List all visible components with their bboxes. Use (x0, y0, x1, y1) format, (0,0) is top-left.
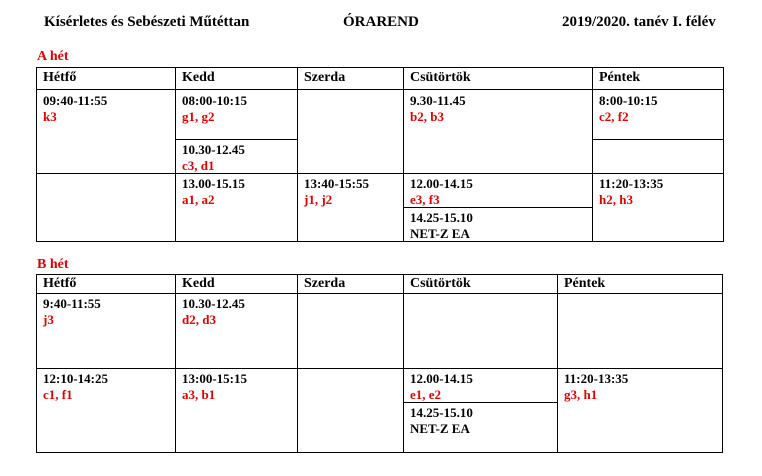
slot-time: 12.00-14.15 (410, 176, 473, 191)
slot-b-mon-2 (43, 371, 108, 403)
slot-b-thu-1 (410, 371, 473, 403)
slot-b-thu-2 (410, 405, 473, 437)
slot-groups: j3 (43, 312, 54, 327)
slot-a-wed-1 (304, 176, 369, 208)
grid-line (592, 139, 724, 140)
slot-groups: g1, g2 (182, 109, 215, 124)
slot-time: 11:20-13:35 (599, 176, 664, 191)
grid-line (36, 368, 723, 369)
slot-groups: j1, j2 (304, 192, 333, 207)
slot-time: 13:00-15:15 (182, 371, 247, 386)
day-header-monday: Hétfő (43, 276, 77, 291)
grid-line (723, 67, 724, 242)
slot-a-mon-1 (43, 93, 107, 125)
grid-line (175, 274, 176, 453)
slot-groups: a1, a2 (182, 192, 215, 207)
slot-time: 14.25-15.10 (410, 210, 473, 225)
day-header-tuesday: Kedd (182, 276, 215, 291)
slot-groups: d2, d3 (182, 312, 216, 327)
day-header-thursday: Csütörtök (410, 70, 471, 85)
slot-a-thu-2 (410, 176, 473, 208)
slot-groups: e3, f3 (410, 192, 440, 207)
slot-groups: b2, b3 (410, 109, 444, 124)
slot-time: 14.25-15.10 (410, 405, 473, 420)
grid-line (36, 241, 724, 242)
slot-a-tue-2 (182, 142, 245, 174)
slot-groups: c1, f1 (43, 387, 73, 402)
grid-line (722, 274, 723, 453)
grid-line (36, 452, 723, 453)
slot-time: 11:20-13:35 (564, 371, 629, 386)
grid-line (36, 293, 723, 294)
day-header-friday: Péntek (564, 276, 606, 291)
slot-a-thu-3 (410, 210, 473, 242)
grid-line (592, 67, 593, 242)
slot-b-tue-2 (182, 371, 247, 403)
page-title: ÓRAREND (343, 14, 419, 30)
slot-time: 09:40-11:55 (43, 93, 108, 108)
slot-time: 9:40-11:55 (43, 296, 101, 311)
day-header-tuesday: Kedd (182, 70, 215, 85)
day-header-friday: Péntek (599, 70, 641, 85)
grid-line (297, 274, 298, 453)
slot-groups: c2, f2 (599, 109, 629, 124)
grid-line (36, 67, 37, 242)
term-label: 2019/2020. tanév I. félév (562, 14, 716, 30)
slot-time: 12.00-14.15 (410, 371, 473, 386)
week-a-label: A hét (37, 49, 69, 64)
grid-line (403, 274, 404, 453)
slot-time: 12:10-14:25 (43, 371, 108, 386)
slot-a-thu-1 (410, 93, 466, 125)
grid-line (403, 67, 404, 242)
subject-title: Kísérletes és Sebészeti Műtéttan (44, 14, 250, 30)
grid-line (297, 67, 298, 242)
slot-time: 08:00-10:15 (182, 93, 247, 108)
grid-line (557, 274, 558, 453)
grid-line (175, 139, 297, 140)
grid-line (36, 173, 724, 174)
day-header-thursday: Csütörtök (410, 276, 471, 291)
slot-a-fri-2 (599, 176, 663, 208)
day-header-monday: Hétfő (43, 70, 77, 85)
slot-a-fri-1 (599, 93, 658, 125)
slot-groups: g3, h1 (564, 387, 598, 402)
slot-groups: e1, e2 (410, 387, 442, 402)
slot-groups: a3, b1 (182, 387, 216, 402)
slot-time: 10.30-12.45 (182, 296, 245, 311)
slot-time: 13:40-15:55 (304, 176, 369, 191)
slot-time: 10.30-12.45 (182, 142, 245, 157)
grid-line (175, 67, 176, 242)
slot-time: 8:00-10:15 (599, 93, 658, 108)
grid-line (36, 89, 724, 90)
grid-line (36, 274, 37, 453)
slot-b-tue-1 (182, 296, 245, 328)
slot-b-mon-1 (43, 296, 101, 328)
slot-groups: h2, h3 (599, 192, 633, 207)
slot-groups: c3, d1 (182, 158, 215, 173)
slot-time: 13.00-15.15 (182, 176, 245, 191)
grid-line (36, 67, 724, 68)
day-header-wednesday: Szerda (304, 276, 346, 291)
slot-groups: k3 (43, 109, 57, 124)
slot-time: 9.30-11.45 (410, 93, 466, 108)
slot-note: NET-Z EA (410, 226, 470, 241)
slot-a-tue-3 (182, 176, 245, 208)
grid-line (36, 274, 723, 275)
week-b-label: B hét (37, 257, 69, 272)
slot-a-tue-1 (182, 93, 247, 125)
slot-note: NET-Z EA (410, 421, 470, 436)
day-header-wednesday: Szerda (304, 70, 346, 85)
slot-b-fri-1 (564, 371, 628, 403)
